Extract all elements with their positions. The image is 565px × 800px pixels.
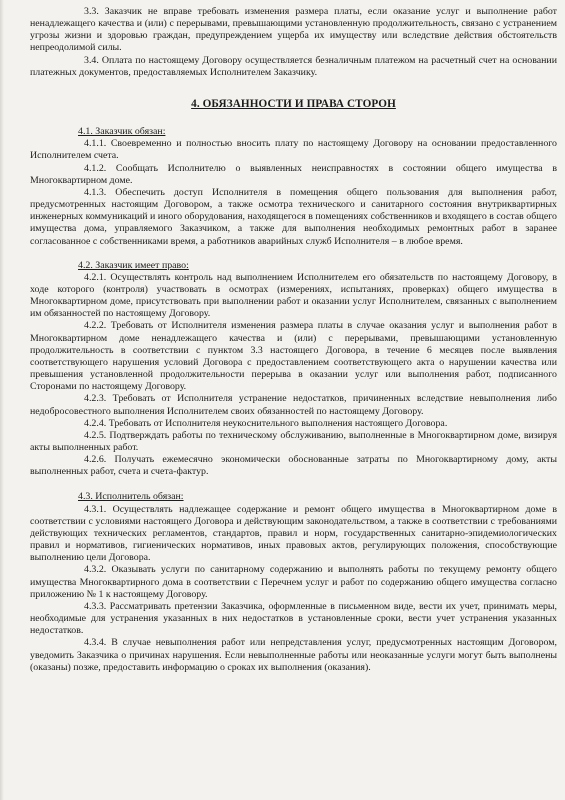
clause-4-1-3: 4.1.3. Обеспечить доступ Исполнителя в помещения общего пользования для выполнения работ, предусмотренных настоящим Договором, а также осмотра технического и санитарного состояния внутриквартирных инженерных коммуникаций и иного оборудования, находящегося в помещениях собственников и входящего в состав общего имущества дома, управляемого Заказчиком, а также для выполнения необходимых ремонтных работ в заранее согласованное с собственниками время, а работников аварийных служб Исполнителя – в любое время. <box>30 186 557 247</box>
clause-4-2-5: 4.2.5. Подтверждать работы по техническому обслуживанию, выполненные в Многоквартирном доме, визируя акты выполненных работ. <box>30 429 557 453</box>
scan-edge-shadow <box>0 0 4 800</box>
section-4-title: 4. ОБЯЗАННОСТИ И ПРАВА СТОРОН <box>191 97 396 110</box>
clause-4-1-1: 4.1.1. Своевременно и полностью вносить плату по настоящему Договору на основании предоставленного Исполнителем счета. <box>30 138 557 162</box>
clause-4-3-4: 4.3.4. В случае невыполнения работ или непредставления услуг, предусмотренных настоящим Договором, уведомить Заказчика о причинах нарушения. Если невыполненные работы или неоказанные услуги могут быть выполнены (оказаны) позже, предоставить информацию о сроках их выполнения (оказания). <box>30 637 557 673</box>
clause-4-2-3: 4.2.3. Требовать от Исполнителя устранение недостатков, причиненных вследствие невыполнения либо недобросовестного выполнения Исполнителем своих обязанностей по настоящему Договору. <box>30 393 557 417</box>
clause-4-2-6: 4.2.6. Получать ежемесячно экономически обоснованные затраты по Многоквартирному дому, акты выполненных работ, счета и счета-фактур. <box>30 454 557 478</box>
clause-3-4: 3.4. Оплата по настоящему Договору осуществляется безналичным платежом на расчетный счет на основании платежных документов, предоставляемых Исполнителем Заказчику. <box>30 54 557 78</box>
clause-4-3-2: 4.3.2. Оказывать услуги по санитарному содержанию и выполнять работы по текущему ремонту общего имущества Многоквартирного дома в соответствии с Перечнем услуг и работ по содержанию общего имущества согласно приложению № 1 к настоящему Договору. <box>30 564 557 600</box>
clause-4-3-1: 4.3.1. Осуществлять надлежащее содержание и ремонт общего имущества в Многоквартирном доме в соответствии с условиями настоящего Договора и действующим законодательством, а также в соответствии с требованиями действующих технических регламентов, стандартов, правил и норм, государственных санитарно-эпидемиологических правил и нормативов, гигиенических нормативов, иных правовых актов, регулирующих положения, способствующие выполнению цели Договора. <box>30 503 557 564</box>
spacer <box>30 478 557 491</box>
clause-3-3: 3.3. Заказчик не вправе требовать изменения размера платы, если оказание услуг и выполнение работ ненадлежащего качества и (или) с перерывами, превышающими установленную продолжительность, связано с устранением угрозы жизни и здоровью граждан, предупреждением ущерба их имуществу или вследствие действия обстоятельств непреодолимой силы. <box>30 6 557 54</box>
clause-4-3-3: 4.3.3. Рассматривать претензии Заказчика, оформленные в письменном виде, вести их учет, принимать меры, необходимые для устранения указанных в них недостатков в установленные сроки, вести учет устранения указанных недостатков. <box>30 600 557 637</box>
subsection-4-3-title: 4.3. Исполнитель обязан: <box>78 491 184 503</box>
clause-4-2-4: 4.2.4. Требовать от Исполнителя неукоснительного выполнения настоящего Договора. <box>84 417 448 429</box>
clause-4-1-2: 4.1.2. Сообщать Исполнителю о выявленных неисправностях в состоянии общего имущества в Многоквартирном доме. <box>30 162 557 186</box>
subsection-4-1-title: 4.1. Заказчик обязан: <box>78 126 166 138</box>
clause-4-2-2: 4.2.2. Требовать от Исполнителя изменения размера платы в случае оказания услуг и выполнения работ в Многоквартирном доме ненадлежащего качества и (или) с перерывами, превышающими установленную продолжительность в соответствии с пунктом 3.3 настоящего Договора, в течение 6 месяцев после выявления соответствующего нарушения условий Договора с предоставлением соответствующего акта о нарушении качества или превышения установленной продолжительности перерыва в оказании услуг или выполнения работ, подписанного Сторонами по настоящему Договору. <box>30 320 557 393</box>
clause-4-2-1: 4.2.1. Осуществлять контроль над выполнением Исполнителем его обязательств по настоящему Договору, в ходе которого (контроля) участвовать в осмотрах (измерениях, испытаниях, проверках) общего имущества в Многоквартирном доме, присутствовать при выполнении работ и оказании услуг Исполнителем, связанных с выполнением им обязанностей по настоящему Договору. <box>30 271 557 320</box>
subsection-4-2-title: 4.2. Заказчик имеет право: <box>78 259 189 271</box>
spacer <box>30 248 557 260</box>
